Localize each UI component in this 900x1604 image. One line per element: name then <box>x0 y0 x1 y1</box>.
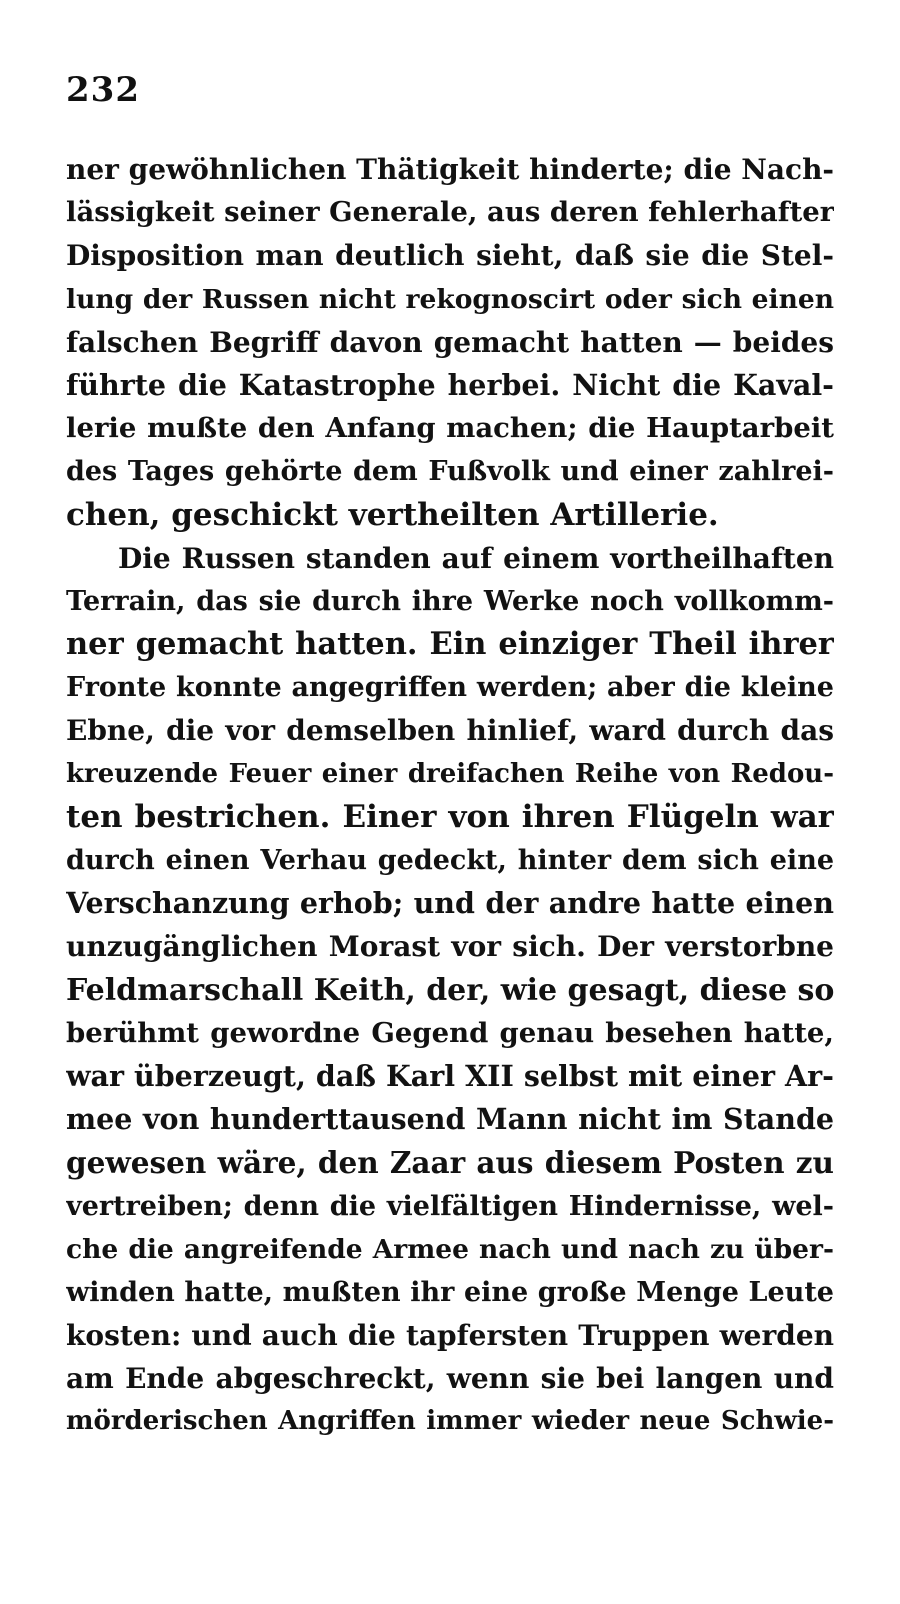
text-line: durch einen Verhau gedeckt, hinter dem sich eine <box>66 845 834 876</box>
text-line: des Tages gehörte dem Fußvolk und einer zahlrei- <box>66 456 834 488</box>
text-line: lung der Russen nicht rekognoscirt oder sich einen <box>66 283 834 315</box>
text-line: kreuzende Feuer einer dreifachen Reihe von Redou- <box>66 758 834 789</box>
text-line: ten bestrichen. Einer von ihren Flügeln war <box>66 798 834 835</box>
text-line: am Ende abgeschreckt, wenn sie bei langen und <box>66 1362 834 1396</box>
text-line: führte die Katastrophe herbei. Nicht die Kaval- <box>66 367 834 402</box>
text-line: che die angreifende Armee nach und nach zu über- <box>66 1233 834 1265</box>
text-line: berühmt gewordne Gegend genau besehen hatte, <box>66 1016 834 1049</box>
text-line: Verschanzung erhob; und der andre hatte einen <box>66 886 834 921</box>
text-line: Feldmarschall Keith, der, wie gesagt, diese so <box>66 972 834 1008</box>
text-line: Fronte konnte angegriffen werden; aber die kleine <box>66 672 834 704</box>
text-line: Disposition man deutlich sieht, daß sie die Stel- <box>66 239 834 273</box>
page-number: 232 <box>66 70 140 110</box>
text-line: unzugänglichen Morast vor sich. Der verstorbne <box>66 930 834 964</box>
text-line: kosten: und auch die tapfersten Truppen werden <box>66 1319 834 1353</box>
text-line: war überzeugt, daß Karl XII selbst mit einer Ar- <box>66 1058 834 1093</box>
text-line: falschen Begriff davon gemacht hatten — beides <box>66 325 834 359</box>
text-line: mörderischen Angriffen immer wieder neue Schwie- <box>66 1406 834 1437</box>
text-line: vertreiben; denn die vielfältigen Hindernisse, wel- <box>66 1190 834 1222</box>
text-line: ner gewöhnlichen Thätigkeit hinderte; die Nach- <box>66 153 834 186</box>
text-line: lerie mußte den Anfang machen; die Hauptarbeit <box>66 412 834 445</box>
text-line: ner gemacht hatten. Ein einziger Theil ihrer <box>66 626 834 663</box>
text-line: Ebne, die vor demselben hinlief, ward durch das <box>66 714 834 748</box>
body-text <box>66 148 834 1444</box>
text-line: Terrain, das sie durch ihre Werke noch vollkomm- <box>66 585 834 617</box>
text-line: lässigkeit seiner Generale, aus deren fehlerhafter <box>66 196 834 229</box>
paragraph-end-line: chen, geschickt vertheilten Artillerie. <box>66 496 719 533</box>
text-line: gewesen wäre, den Zaar aus diesem Posten zu <box>66 1145 834 1181</box>
text-line: mee von hunderttausend Mann nicht im Stande <box>66 1102 834 1137</box>
paragraph-start-line: Die Russen standen auf einem vortheilhaften <box>118 541 834 575</box>
text-line: winden hatte, mußten ihr eine große Menge Leute <box>66 1276 834 1308</box>
